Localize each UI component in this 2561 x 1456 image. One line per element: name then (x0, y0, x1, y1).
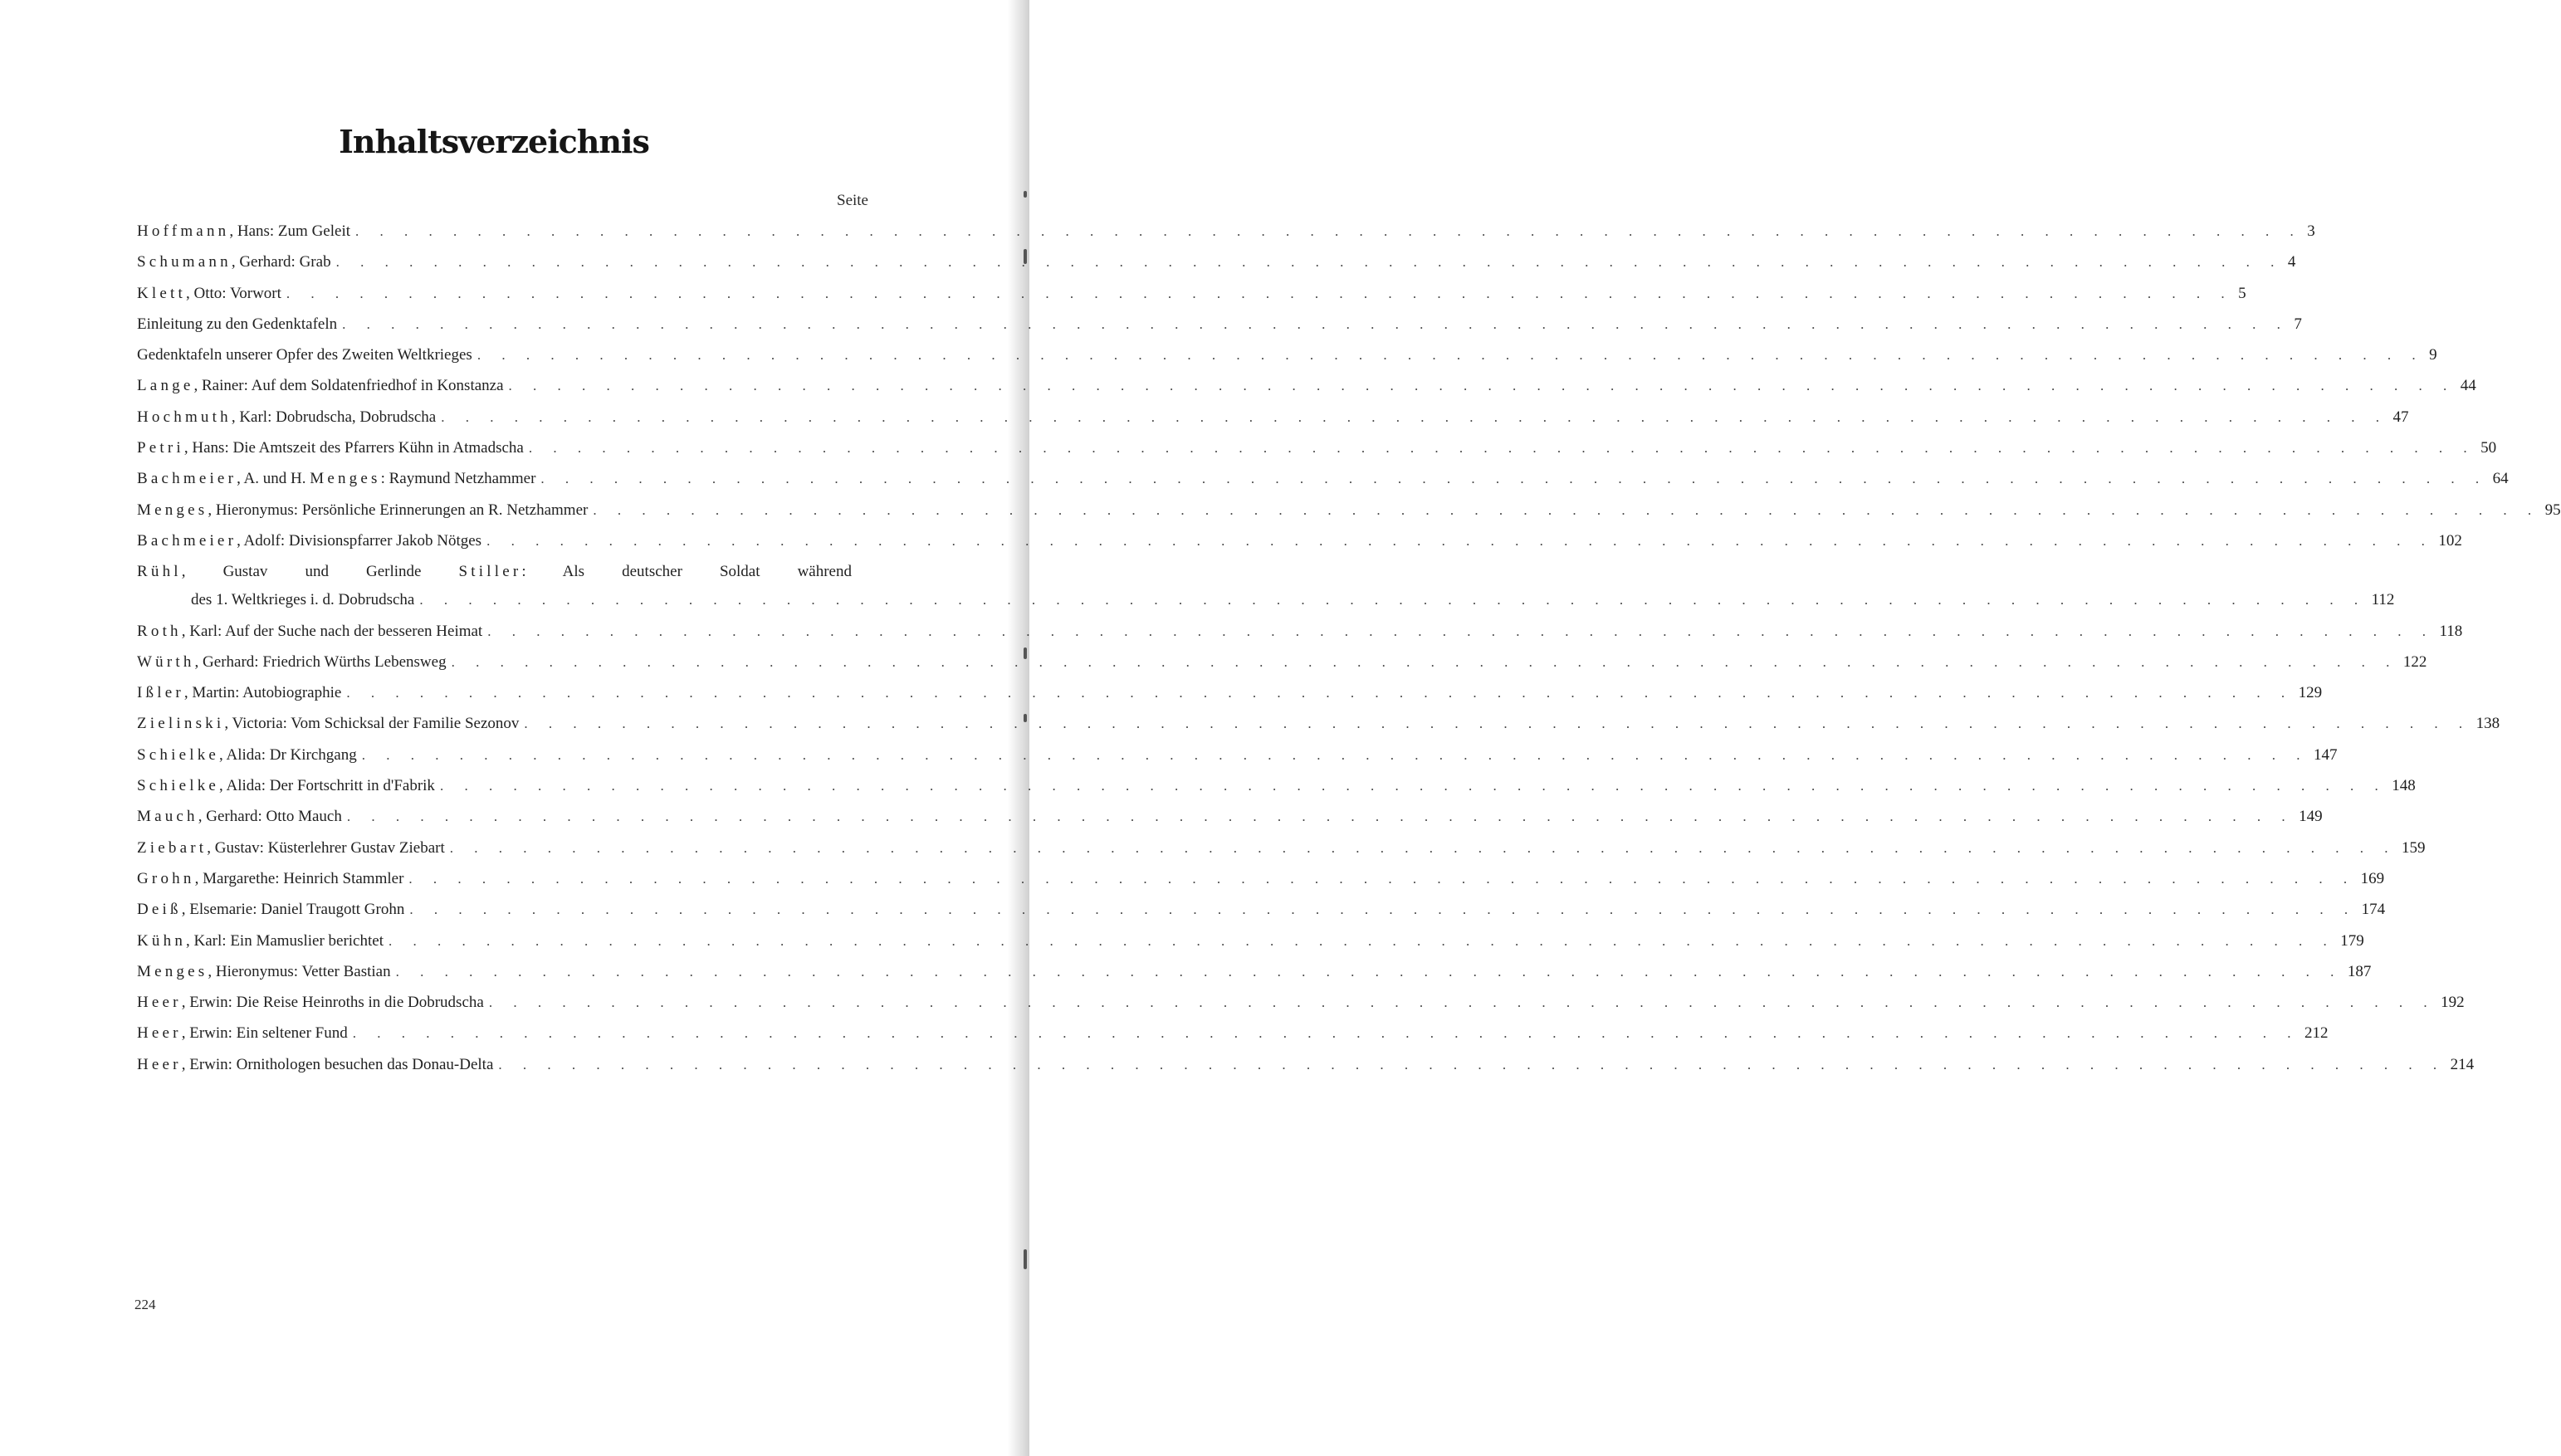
entry-author: Rühl (137, 563, 182, 581)
entry-text (137, 777, 435, 795)
entry-author: Ißler (137, 684, 184, 702)
entry-title: , Hieronymus: Vetter Bastian (208, 962, 391, 980)
dot-leader: . . . . . . . . . . . . . . . . . . . . . . . . . . . . . . . . . . . . . . . . . . . . . . . . . . . . . . . . . . . . . . . . . . . . . . . . . . . . . . . . (487, 623, 2435, 639)
entry-page-number[interactable]: 44 (2460, 377, 2476, 395)
scan-artifact (1024, 1249, 1027, 1269)
toc-entry[interactable] (137, 622, 2463, 653)
entry-page-number[interactable]: 102 (2438, 531, 2462, 550)
entry-coauthor: Menges (310, 470, 381, 488)
entry-title: , Gerhard: Grab (231, 253, 331, 271)
entry-page-number[interactable]: 129 (2298, 684, 2323, 702)
toc-entry[interactable] (137, 962, 2372, 994)
dot-leader: . . . . . . . . . . . . . . . . . . . . . . . . . . . . . . . . . . . . . . . . . . . . . . . . . . . . . . . . . . . . . . . . . . . . . . . . . . . . . . . . (335, 254, 2283, 271)
entry-title: , Gerhard: Otto Mauch (198, 808, 342, 826)
entry-title: , Karl: Ein Mamuslier berichtet (186, 931, 384, 950)
page-number: 224 (134, 1297, 156, 1312)
entry-author: Hochmuth (137, 408, 232, 426)
dot-leader: . . . . . . . . . . . . . . . . . . . . . . . . . . . . . . . . . . . . . . . . . . . . . . . . . . . . . . . . . . . . . . . . . . . . . . . . . . . . . . . . (346, 809, 2295, 825)
entry-page-number[interactable]: 212 (2304, 1024, 2329, 1043)
entry-page-number[interactable]: 118 (2439, 622, 2463, 640)
entry-title: , Karl: Dobrudscha, Dobrudscha (231, 408, 437, 426)
entry-text (137, 932, 384, 950)
dot-leader: . . . . . . . . . . . . . . . . . . . . . . . . . . . . . . . . . . . . . . . . . . . . . . . . . . . . . . . . . . . . . . . . . . . . . . . . . . . . . . . . (486, 532, 2434, 549)
entry-page-number[interactable]: 159 (2402, 838, 2426, 857)
entry-title: , Gustav und Gerlinde (181, 563, 459, 581)
dot-leader: . . . . . . . . . . . . . . . . . . . . . . . . . . . . . . . . . . . . . . . . . . . . . . . . . . . . . . . . . . . . . . . . . . . . . . . . . . . . . . . . (498, 1056, 2446, 1072)
entry-author: Klett (137, 284, 186, 302)
dot-leader: . . . . . . . . . . . . . . . . . . . . . . . . . . . . . . . . . . . . . . . . . . . . . . . . . . . . . . . . . . . . . . . . . . . . . . . . . . . . . . . . (540, 471, 2488, 487)
entry-page-number[interactable]: 147 (2313, 745, 2338, 764)
entry-text (137, 563, 852, 581)
entry-page-number[interactable]: 47 (2392, 408, 2409, 426)
dot-leader: . . . . . . . . . . . . . . . . . . . . . . . . . . . . . . . . . . . . . . . . . . . . . . . . . . . . . . . . . . . . . . . . . . . . . . . . . . . . . . . . (286, 285, 2234, 301)
entry-author: Schielke (137, 777, 220, 795)
toc-entry[interactable] (137, 408, 2409, 439)
entry-text (137, 408, 436, 427)
dot-leader: . . . . . . . . . . . . . . . . . . . . . . . . . . . . . . . . . . . . . . . . . . . . . . . . . . . . . . . . . . . . . . . . . . . . . . . . . . . . . . . . (346, 685, 2294, 701)
entry-author: Hoffmann (137, 222, 230, 240)
toc-entry[interactable] (137, 284, 2246, 315)
entry-title: , Erwin: Die Reise Heinroths in die Dobrudscha (181, 994, 484, 1012)
page-title: Inhaltsverzeichnis (339, 123, 649, 160)
entry-text (137, 439, 524, 457)
entry-page-number[interactable]: 122 (2402, 652, 2427, 671)
dot-leader: . . . . . . . . . . . . . . . . . . . . . . . . . . . . . . . . . . . . . . . . . . . . . . . . . . . . . . . . . . . . . . . . . . . . . . . . . . . . . . . . (451, 653, 2398, 670)
toc-entry[interactable] (137, 745, 2338, 777)
toc-entry[interactable] (137, 1055, 2475, 1087)
toc-entry[interactable] (137, 439, 2497, 470)
entry-text (137, 346, 472, 364)
entry-author: Bachmeier (137, 470, 237, 488)
entry-text (137, 684, 341, 702)
toc-entry[interactable] (137, 377, 2476, 408)
entry-author: Bachmeier (137, 531, 237, 550)
toc-entry[interactable] (137, 563, 888, 591)
entry-title: , Hans: Die Amtszeit des Pfarrers Kühn in Atmadscha (183, 439, 524, 457)
toc-entry[interactable] (137, 315, 2302, 346)
entry-page-number[interactable]: 169 (2360, 869, 2385, 887)
entry-text (137, 253, 331, 271)
entry-page-number[interactable]: 4 (2287, 253, 2296, 271)
entry-page-number[interactable]: 3 (2307, 222, 2315, 240)
toc-entry[interactable] (137, 838, 2426, 870)
dot-leader: . . . . . . . . . . . . . . . . . . . . . . . . . . . . . . . . . . . . . . . . . . . . . . . . . . . . . . . . . . . . . . . . . . . . . . . . . . . . . . . . (395, 963, 2343, 980)
entry-author: Zielinski (137, 715, 225, 733)
dot-leader: . . . . . . . . . . . . . . . . . . . . . . . . . . . . . . . . . . . . . . . . . . . . . . . . . . . . . . . . . . . . . . . . . . . . . . . . . . . . . . . . (355, 223, 2303, 239)
entry-page-number[interactable]: 179 (2340, 931, 2364, 950)
entry-title: , Margarethe: Heinrich Stammler (194, 869, 404, 887)
entry-title: , Martin: Autobiographie (183, 684, 342, 702)
entry-title: : Raymund Netzhammer (380, 470, 536, 488)
entry-text (137, 532, 481, 550)
entry-title: , A. und H. (237, 470, 310, 488)
entry-author: Menges (137, 962, 208, 980)
toc-entry-continuation[interactable] (137, 591, 2395, 622)
entry-author: Mauch (137, 808, 198, 826)
entry-author: Heer (137, 1024, 182, 1043)
page-column-header: Seite (837, 192, 868, 209)
entry-text (137, 808, 342, 826)
dot-leader: . . . . . . . . . . . . . . . . . . . . . . . . . . . . . . . . . . . . . . . . . . . . . . . . . . . . . . . . . . . . . . . . . . . . . . . . . . . . . . . . (508, 378, 2456, 394)
entry-page-number[interactable]: 112 (2371, 591, 2395, 609)
entry-page-number[interactable]: 64 (2492, 470, 2509, 488)
entry-page-number[interactable]: 148 (2392, 777, 2416, 795)
entry-text (137, 1056, 493, 1074)
entry-author: Würth (137, 652, 195, 671)
entry-author: Deiß (137, 901, 182, 919)
toc-entry[interactable] (137, 808, 2323, 838)
toc-entry[interactable] (137, 1024, 2329, 1055)
dot-leader: . . . . . . . . . . . . . . . . . . . . . . . . . . . . . . . . . . . . . . . . . . . . . . . . . . . . . . . . . . . . . . . . . . . . . . . . . . . . . . . . (352, 1025, 2300, 1042)
entry-title: , Hieronymus: Persönliche Erinnerungen an R. Netzhammer (208, 501, 589, 519)
entry-text (137, 1024, 348, 1043)
entry-title: , Erwin: Ornithologen besuchen das Donau-Delta (181, 1055, 494, 1073)
entry-title: Gedenktafeln unserer Opfer des Zweiten Weltkrieges (137, 346, 472, 364)
toc-entry[interactable] (137, 470, 2509, 501)
entry-title: , Erwin: Ein seltener Fund (181, 1024, 348, 1043)
entry-page-number[interactable]: 7 (2294, 315, 2302, 333)
entry-text (137, 470, 535, 488)
dot-leader: . . . . . . . . . . . . . . . . . . . . . . . . . . . . . . . . . . . . . . . . . . . . . . . . . . . . . . . . . . . . . . . . . . . . . . . . . . . . . . . . (524, 716, 2471, 732)
entry-title: , Alida: Der Fortschritt in d'Fabrik (219, 777, 435, 795)
entry-title: , Gustav: Küsterlehrer Gustav Ziebart (207, 838, 445, 857)
entry-author: Schumann (137, 253, 232, 271)
entry-text (137, 963, 391, 981)
dot-leader: . . . . . . . . . . . . . . . . . . . . . . . . . . . . . . . . . . . . . . . . . . . . . . . . . . . . . . . . . . . . . . . . . . . . . . . . . . . . . . . . (488, 994, 2436, 1011)
scan-artifact (1024, 191, 1027, 198)
entry-title: , Adolf: Divisionspfarrer Jakob Nötges (237, 531, 482, 550)
entry-author: Ziebart (137, 838, 208, 857)
entry-text (137, 870, 403, 888)
toc-entry[interactable] (137, 931, 2364, 963)
entry-page-number[interactable]: 214 (2450, 1055, 2475, 1073)
entry-title: : Als deutscher Soldat während (521, 563, 852, 581)
toc-entry[interactable] (137, 652, 2427, 684)
entry-author: Schielke (137, 745, 220, 764)
toc-entry[interactable] (137, 715, 2500, 745)
entry-text (137, 901, 404, 919)
entry-page-number[interactable]: 174 (2361, 901, 2386, 919)
entry-text (137, 746, 357, 765)
entry-page-number[interactable]: 187 (2347, 962, 2372, 980)
toc-entry[interactable] (137, 994, 2465, 1024)
entry-title: , Otto: Vorwort (186, 284, 281, 302)
entry-text (137, 222, 350, 241)
dot-leader: . . . . . . . . . . . . . . . . . . . . . . . . . . . . . . . . . . . . . . . . . . . . . . . . . . . . . . . . . . . . . . . . . . . . . . . . . . . . . . . . (409, 901, 2357, 918)
dot-leader: . . . . . . . . . . . . . . . . . . . . . . . . . . . . . . . . . . . . . . . . . . . . . . . . . . . . . . . . . . . . . . . . . . . . . . . . . . . . . . . . (593, 501, 2540, 518)
toc-entry[interactable] (137, 501, 2561, 532)
entry-author: Lange (137, 377, 194, 395)
entry-page-number[interactable]: 95 (2544, 501, 2561, 519)
dot-leader: . . . . . . . . . . . . . . . . . . . . . . . . . . . . . . . . . . . . . . . . . . . . . . . . . . . . . . . . . . . . . . . . . . . . . . . . . . . . . . . . (441, 408, 2388, 425)
dot-leader: . . . . . . . . . . . . . . . . . . . . . . . . . . . . . . . . . . . . . . . . . . . . . . . . . . . . . . . . . . . . . . . . . . . . . . . . . . . . . . . . (408, 870, 2356, 887)
entry-author: Grohn (137, 869, 195, 887)
entry-text (137, 839, 445, 857)
toc-entry[interactable] (137, 222, 2315, 253)
entry-text (137, 994, 484, 1012)
entry-page-number[interactable]: 50 (2480, 439, 2497, 457)
dot-leader: . . . . . . . . . . . . . . . . . . . . . . . . . . . . . . . . . . . . . . . . . . . . . . . . . . . . . . . . . . . . . . . . . . . . . . . . . . . . . . . . (389, 932, 2336, 949)
table-of-contents (137, 222, 2561, 1087)
entry-text (137, 285, 281, 303)
toc-entry[interactable] (137, 253, 2296, 284)
entry-page-number[interactable]: 5 (2238, 284, 2246, 302)
toc-entry[interactable] (137, 684, 2323, 715)
entry-author: Roth (137, 622, 182, 640)
toc-entry[interactable] (137, 777, 2416, 808)
dot-leader: . . . . . . . . . . . . . . . . . . . . . . . . . . . . . . . . . . . . . . . . . . . . . . . . . . . . . . . . . . . . . . . . . . . . . . . . . . . . . . . . (342, 315, 2290, 332)
entry-text (137, 653, 447, 672)
entry-page-number[interactable]: 149 (2299, 808, 2323, 826)
entry-coauthor: Stiller (458, 563, 522, 581)
entry-title: , Victoria: Vom Schicksal der Familie Sezonov (224, 715, 520, 733)
dot-leader: . . . . . . . . . . . . . . . . . . . . . . . . . . . . . . . . . . . . . . . . . . . . . . . . . . . . . . . . . . . . . . . . . . . . . . . . . . . . . . . . (439, 778, 2387, 794)
entry-page-number[interactable]: 9 (2429, 346, 2437, 364)
dot-leader: . . . . . . . . . . . . . . . . . . . . . . . . . . . . . . . . . . . . . . . . . . . . . . . . . . . . . . . . . . . . . . . . . . . . . . . . . . . . . . . . (361, 746, 2309, 763)
entry-author: Heer (137, 1055, 182, 1073)
entry-title: , Elsemarie: Daniel Traugott Grohn (181, 901, 405, 919)
toc-entry[interactable] (137, 346, 2437, 377)
entry-text (137, 715, 519, 733)
entry-text (137, 377, 504, 395)
dot-leader: . . . . . . . . . . . . . . . . . . . . . . . . . . . . . . . . . . . . . . . . . . . . . . . . . . . . . . . . . . . . . . . . . . . . . . . . . . . . . . . . (449, 839, 2397, 856)
entry-title-continuation: des 1. Weltkrieges i. d. Dobrudscha (191, 591, 415, 609)
entry-page-number[interactable]: 138 (2475, 715, 2500, 733)
entry-author: Heer (137, 994, 182, 1012)
entry-title: , Karl: Auf der Suche nach der besseren Heimat (181, 622, 483, 640)
entry-title: , Hans: Zum Geleit (229, 222, 350, 240)
entry-page-number[interactable]: 192 (2441, 994, 2465, 1012)
entry-author: Menges (137, 501, 208, 519)
entry-text (137, 315, 337, 334)
entry-author: Kühn (137, 931, 187, 950)
dot-leader: . . . . . . . . . . . . . . . . . . . . . . . . . . . . . . . . . . . . . . . . . . . . . . . . . . . . . . . . . . . . . . . . . . . . . . . . . . . . . . . . (419, 592, 2367, 608)
entry-title: , Alida: Dr Kirchgang (219, 745, 357, 764)
entry-title: , Gerhard: Friedrich Würths Lebensweg (194, 652, 447, 671)
dot-leader: . . . . . . . . . . . . . . . . . . . . . . . . . . . . . . . . . . . . . . . . . . . . . . . . . . . . . . . . . . . . . . . . . . . . . . . . . . . . . . . . (477, 347, 2425, 364)
toc-entry[interactable] (137, 869, 2385, 901)
entry-text (137, 501, 588, 520)
toc-entry[interactable] (137, 531, 2462, 563)
entry-title: Einleitung zu den Gedenktafeln (137, 315, 338, 333)
dot-leader: . . . . . . . . . . . . . . . . . . . . . . . . . . . . . . . . . . . . . . . . . . . . . . . . . . . . . . . . . . . . . . . . . . . . . . . . . . . . . . . . (528, 440, 2476, 457)
entry-text (137, 623, 482, 641)
entry-author: Petri (137, 439, 184, 457)
toc-entry[interactable] (137, 901, 2386, 931)
entry-title: , Rainer: Auf dem Soldatenfriedhof in Konstanza (193, 377, 504, 395)
